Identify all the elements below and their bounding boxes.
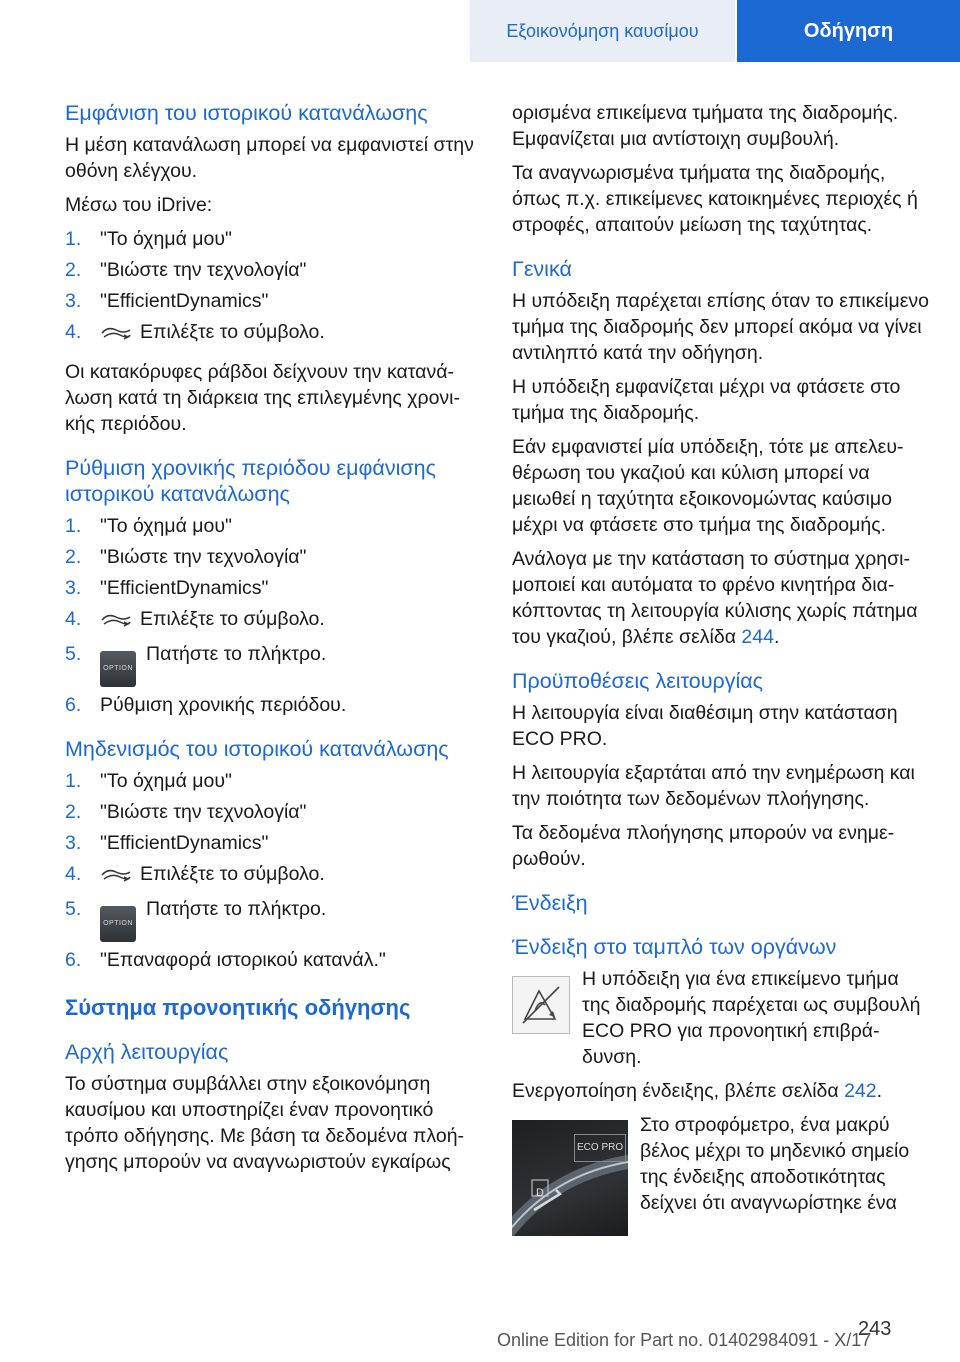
list-item: 6. Ρύθμιση χρονικής περιόδου.: [65, 694, 347, 716]
steps-list: [65, 513, 475, 718]
steps-list: [65, 226, 475, 349]
heading-reset-history: Μηδενισμός του ιστορικού κατανάλωσης: [65, 737, 449, 761]
heading-instrument-cluster-display: Ένδειξη στο ταμπλό των οργάνων: [512, 935, 837, 959]
list-item: 4. Επιλέξτε το σύμβολο.: [65, 319, 475, 349]
heading-operating-principle: Αρχή λειτουργίας: [65, 1040, 229, 1064]
right-column: [512, 100, 930, 1244]
cluster-eco-pro-label: ECO PRO: [574, 1134, 626, 1162]
paragraph: Τα αναγνωρισμένα τμήματα της διαδρομής, όπως π.χ. επικείμενες κατοικημένες περιοχές ή στροφές, απαιτούν μείωση της ταχύτητας.: [512, 162, 918, 236]
option-button-icon: OPTION: [100, 651, 136, 687]
paragraph: Η υπόδειξη εμφανίζεται μέχρι να φτάσετε στο τμήμα της διαδρομής.: [512, 376, 901, 424]
heading-general: Γενικά: [512, 257, 572, 281]
left-column: [65, 100, 475, 1183]
list-item: 4. Επιλέξτε το σύμβολο.: [65, 861, 475, 891]
heading-consumption-history: Εμφάνιση του ιστορικού κατανάλωσης: [65, 101, 428, 125]
paragraph: Ενεργοποίηση ένδειξης, βλέπε σελίδα 242.: [512, 1080, 883, 1102]
paragraph: Το σύστημα συμβάλλει στην εξοικονόμηση καυσίμου και υποστηρίζει έναν προνοητικό τρόπο οδήγησης. Με βάση τα δεδομένα πλοήγησης μπορούν να αναγνωριστούν εγκαίρως: [65, 1073, 465, 1173]
heading-predictive-driving: Σύστημα προνοητικής οδήγησης: [65, 995, 411, 1020]
header-chapter-title: Οδήγηση: [737, 0, 960, 62]
option-button-icon: OPTION: [100, 906, 136, 942]
list-item: 2. "Βιώστε την τεχνολογία": [65, 259, 307, 281]
list-item: 3. "EfficientDynamics": [65, 832, 269, 854]
list-item: 6. "Επαναφορά ιστορικού κατανάλ.": [65, 949, 386, 971]
heading-requirements: Προϋποθέσεις λειτουργίας: [512, 669, 764, 693]
paragraph: Η λειτουργία είναι διαθέσιμη στην κατάσταση ECO PRO.: [512, 702, 898, 750]
page-header: [0, 0, 960, 62]
paragraph: Η μέση κατανάλωση μπορεί να εμφανιστεί στην οθόνη ελέγχου.: [65, 134, 474, 182]
efficientdynamics-road-icon: [100, 865, 132, 891]
list-item: 4. Επιλέξτε το σύμβολο.: [65, 606, 475, 636]
paragraph: Ανάλογα με την κατάσταση το σύστημα χρησιμοποιεί και αυτόματα το φρένο κινητήρα διακόπτοντας τη λειτουργία κύλισης χωρίς πάτημα του γκαζιού, βλέπε σελίδα 244.: [512, 548, 918, 648]
paragraph: Η λειτουργία εξαρτάται από την ενημέρωση και την ποιότητα των δεδομένων πλοήγησης.: [512, 762, 915, 810]
list-item: 1. "Το όχημά μου": [65, 515, 232, 537]
heading-set-period: Ρύθμιση χρονικής περιόδου εμφάνισης ιστορικού κατανάλωσης: [65, 456, 436, 506]
tip-row: [512, 966, 930, 1070]
list-item: 1. "Το όχημά μου": [65, 228, 232, 250]
list-item: 5. OPTIONΠατήστε το πλήκτρο.: [65, 641, 475, 687]
list-item: 2. "Βιώστε την τεχνολογία": [65, 546, 307, 568]
paragraph: Η υπόδειξη για ένα επικείμενο τμήμα της διαδρομής παρέχεται ως συμβουλή ECO PRO για προνοητική επιβράδυνση.: [582, 968, 921, 1068]
edition-footer: Online Edition for Part no. 01402984091 - X/17: [497, 1330, 872, 1350]
heading-display: Ένδειξη: [512, 891, 588, 915]
road-curve-warning-icon: [512, 976, 570, 1034]
page-number: 243: [858, 1318, 892, 1340]
steps-list: [65, 768, 475, 973]
list-item: 1. "Το όχημά μου": [65, 770, 232, 792]
paragraph: Η υπόδειξη παρέχεται επίσης όταν το επικείμενο τμήμα της διαδρομής δεν μπορεί ακόμα να γίνει αντιληπτό κατά την οδήγηση.: [512, 290, 930, 364]
header-section-title: Εξοικονόμηση καυσίμου: [470, 0, 735, 62]
cluster-gear-label: D: [536, 1187, 544, 1199]
paragraph: Μέσω του iDrive:: [65, 194, 213, 216]
list-item: 5. OPTIONΠατήστε το πλήκτρο.: [65, 896, 475, 942]
paragraph: Στο στροφόμετρο, ένα μακρύ βέλος μέχρι το μηδενικό σημείο της ένδειξης αποδοτικότητας δείχνει ότι αναγνωρίστηκε ένα: [640, 1114, 910, 1214]
paragraph: Εάν εμφανιστεί μία υπόδειξη, τότε με απελευθέρωση του γκαζιού και κύλιση μπορεί να μειωθεί η ταχύτητα εξοικονομώντας καύσιμο μέχρι να φτάσετε στο τμήμα της διαδρομής.: [512, 436, 904, 536]
page-link[interactable]: 244: [741, 626, 774, 648]
list-item: 2. "Βιώστε την τεχνολογία": [65, 801, 307, 823]
paragraph: ορισμένα επικείμενα τμήματα της διαδρομής. Εμφανίζεται μια αντίστοιχη συμβουλή.: [512, 102, 899, 150]
tachometer-row: [512, 1112, 930, 1236]
list-item: 3. "EfficientDynamics": [65, 577, 269, 599]
page-link[interactable]: 242: [844, 1080, 877, 1102]
paragraph: Οι κατακόρυφες ράβδοι δείχνουν την κατανάλωση κατά τη διάρκεια της επιλεγμένης χρονικής περιόδου.: [65, 361, 460, 435]
list-item: 3. "EfficientDynamics": [65, 290, 269, 312]
efficientdynamics-road-icon: [100, 610, 132, 636]
paragraph: Τα δεδομένα πλοήγησης μπορούν να ενημερωθούν.: [512, 822, 895, 870]
tachometer-photo: [512, 1120, 628, 1236]
efficientdynamics-road-icon: [100, 323, 132, 349]
